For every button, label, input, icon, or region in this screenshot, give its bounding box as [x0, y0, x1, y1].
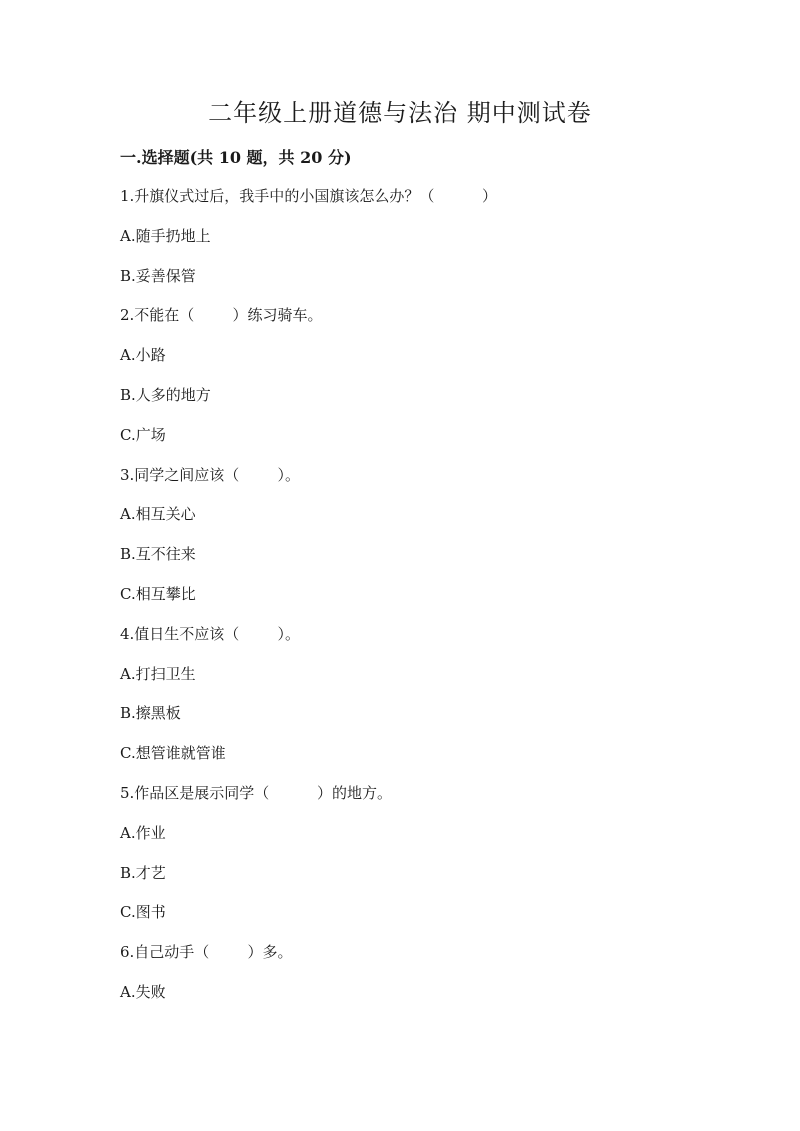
question-2-option-c: C.广场 [120, 425, 166, 444]
question-2-option-b: B.人多的地方 [120, 385, 211, 404]
question-2-text: 2.不能在（ ）练习骑车。 [120, 306, 323, 325]
question-5-option-a: A.作业 [120, 823, 166, 842]
question-5-option-c: C.图书 [120, 903, 166, 922]
question-1-option-a: A.随手扔地上 [120, 226, 211, 245]
question-4-option-a: A.打扫卫生 [120, 664, 196, 683]
question-3-option-b: B.互不往来 [120, 545, 196, 564]
question-5-option-b: B.才艺 [120, 863, 166, 882]
section-heading: 一.选择题(共 10 题，共 20 分) [120, 148, 352, 167]
question-4-option-b: B.擦黑板 [120, 704, 181, 723]
question-list [120, 184, 740, 1020]
document-title: 二年级上册道德与法治 期中测试卷 [208, 99, 592, 127]
question-6-option-a: A.失败 [120, 982, 166, 1001]
question-3-option-a: A.相互关心 [120, 505, 196, 524]
question-5-text: 5.作品区是展示同学（ ）的地方。 [120, 783, 392, 802]
question-4-option-c: C.想管谁就管谁 [120, 744, 226, 763]
question-6-text: 6.自己动手（ ）多。 [120, 943, 293, 962]
question-1-option-b: B.妥善保管 [120, 266, 196, 285]
question-3-text: 3.同学之间应该（ ）。 [120, 465, 300, 484]
question-2-option-a: A.小路 [120, 346, 166, 365]
question-3-option-c: C.相互攀比 [120, 584, 196, 603]
question-1-text: 1.升旗仪式过后，我手中的小国旗该怎么办？（ ） [120, 187, 497, 205]
question-4-text: 4.值日生不应该（ ）。 [120, 624, 300, 643]
